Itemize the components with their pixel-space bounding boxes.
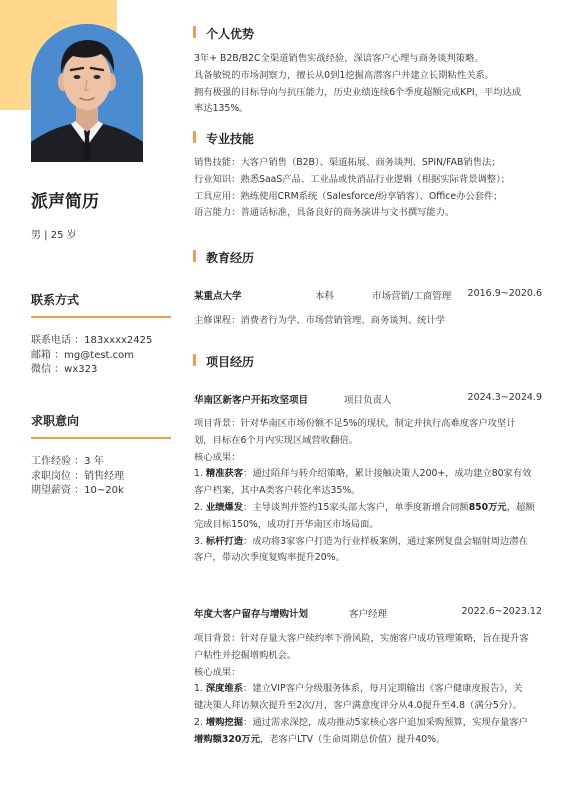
degree: 本科 [315,291,335,302]
major: 市场营销/工商管理 [372,291,452,302]
project2-role: 客户经理 [349,609,388,620]
skills-text: 销售技能：大客户销售（B2B）、渠道拓展、商务谈判、SPIN/FAB销售法； 行业知识：熟悉SaaS产品、工业品或快消品行业逻辑（根据实际背景调整）； 工具应用：熟练使用CRM系统（Salesforce/纷享销客）、Office办公套件； 语言能力：普通话标准，具备良好的商务演讲与文书撰写能力。 [194,157,511,219]
contact-phone: 联系电话 ：183xxxx2425 [31,335,153,346]
project1-name: 华南区新客户开拓攻坚项目 [194,395,309,406]
advantages-heading: 个人优势 [194,25,254,42]
project2-period: 2022.6~2023.12 [461,606,542,617]
intent-position: 求职岗位 ：销售经理 [31,470,125,482]
contact-divider [31,316,171,318]
project1-details: 项目背景：针对华南区市场份额不足5%的现状，制定并执行高难度客户攻坚计 划，目标在6个月内实现区域营收翻倍。 核心成果： 1. 精准获客：通过陌拜与转介绍策略，累计接触决策人200+，成功建立80家有效 客户档案，其中A类客户转化率达35%。 2. 业绩爆发：主导谈判并签约15家头部大客户，单季度新增合同额850万元，超额 完成目标150%，成功打开华南区市场局面。 3. 标杆打造：成功将3家客户打造为行业样板案例，通过案例复盘会辐射周边潜在 客户，带动次季度复购率提升20%。 [194,418,535,564]
heading-marker [193,131,196,143]
gender-age: 男 | 25 岁 [31,230,77,241]
contact-title: 联系方式 [31,293,80,307]
education-courses: 主修课程：消费者行为学、市场营销管理、商务谈判、统计学 [194,315,446,326]
intent-info [31,455,124,499]
school-name: 某重点大学 [194,291,242,302]
heading-marker [193,250,196,262]
contact-email: 邮箱 ：mg@test.com [31,349,135,361]
skills-heading: 专业技能 [194,130,254,147]
left-sidebar [0,0,180,800]
projects-heading: 项目经历 [194,353,254,370]
education-period: 2016.9~2020.6 [467,288,542,299]
contact-info [31,334,152,378]
avatar [31,24,143,162]
intent-experience: 工作经验 ：3 年 [31,456,104,467]
contact-wechat: 微信 ：wx323 [31,364,98,375]
intent-divider [31,437,171,439]
project2-name: 年度大客户留存与增购计划 [194,609,309,620]
project1-row [194,392,542,406]
project1-period: 2024.3~2024.9 [467,392,542,403]
advantages-text: 3年+ B2B/B2C全渠道销售实战经验，深谙客户心理与商务谈判策略。 具备敏锐的市场洞察力，擅长从0到1挖掘高潜客户并建立长期粘性关系。 拥有极强的目标导向与抗压能力，历史业绩连续6个季度超额完成KPI，平均达成 率达135%。 [194,53,522,115]
project2-details: 项目背景：针对存量大客户续约率下滑风险，实施客户成功管理策略，旨在提升客 户粘性并挖掘增购机会。 核心成果： 1. 深度维系：建立VIP客户分级服务体系，每月定期输出《客户健康度报告》，关 键决策人拜访频次提升至2次/月，客户满意度评分从4.0提升至4.8（满分5分）。 2. 增购挖掘：通过需求深挖，成功推动5家核心客户追加采购预算，实现存量客户 增购额320万元，老客户LTV（生命周期总价值）提升40%。 [194,633,529,745]
project2-row [194,606,542,620]
candidate-name: 派声简历 [31,192,99,212]
heading-marker [193,354,196,366]
portrait-image [31,24,143,162]
intent-salary: 期望薪资 ：10~20k [31,485,124,496]
education-heading: 教育经历 [194,249,254,266]
education-row [194,288,542,302]
heading-marker [193,26,196,38]
project1-role: 项目负责人 [344,395,392,406]
intent-title: 求职意向 [31,414,80,428]
